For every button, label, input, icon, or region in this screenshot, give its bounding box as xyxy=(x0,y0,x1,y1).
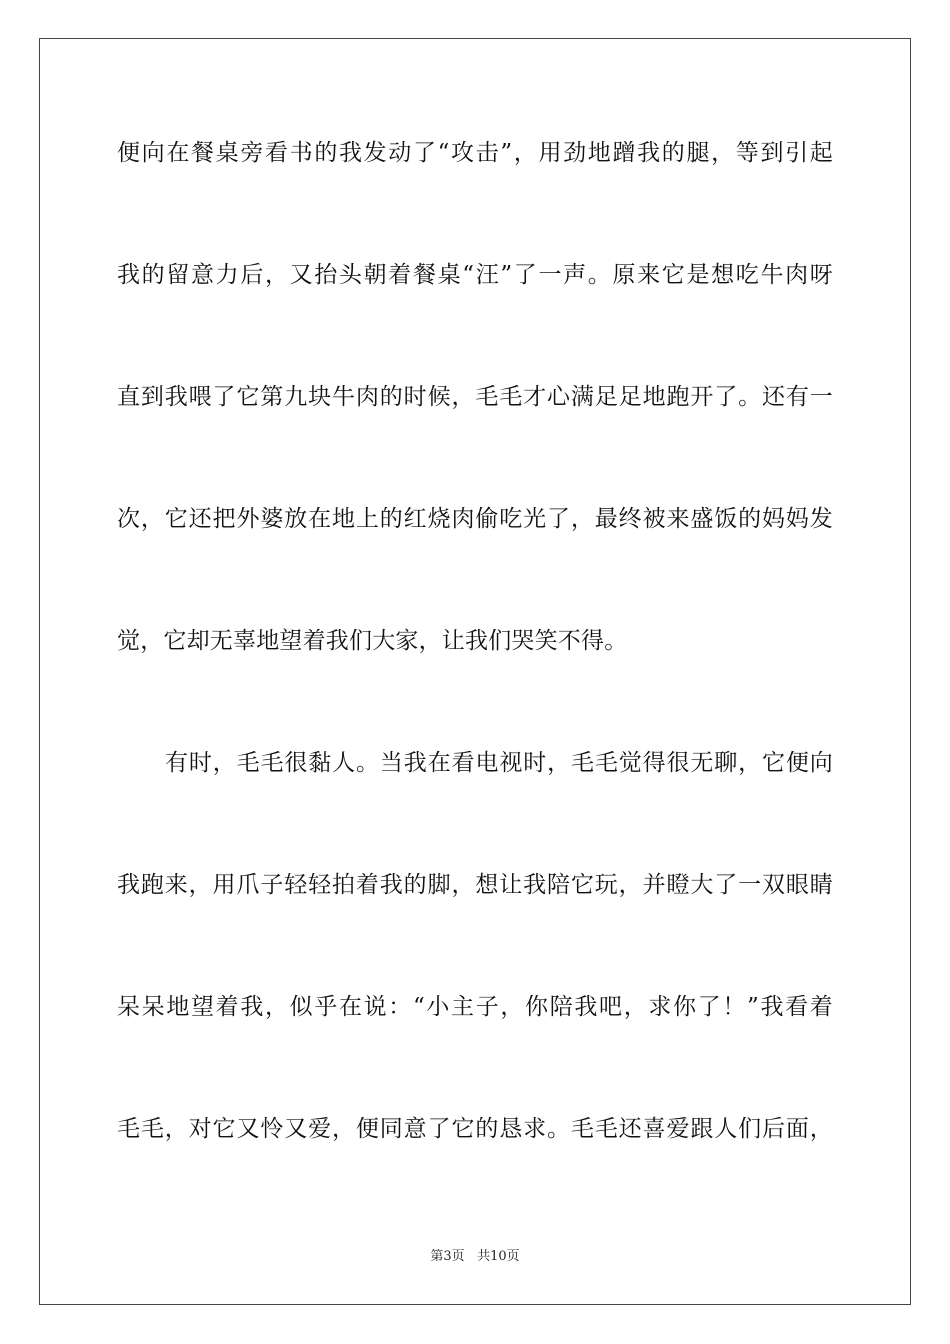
text-line-2: 我的留意力后，又抬头朝着餐桌“汪”了一声。原来它是想吃牛肉呀 xyxy=(117,262,833,288)
page-footer xyxy=(0,1248,950,1266)
page-total: 共10页 xyxy=(477,1249,520,1264)
text-line-4: 次，它还把外婆放在地上的红烧肉偷吃光了，最终被来盛饭的妈妈发 xyxy=(117,506,833,532)
text-line-7: 我跑来，用爪子轻轻拍着我的脚，想让我陪它玩，并瞪大了一双眼睛 xyxy=(117,872,833,898)
page-number: 第3页 xyxy=(430,1249,465,1264)
text-line-9: 毛毛，对它又怜又爱，便同意了它的恳求。毛毛还喜爱跟人们后面， xyxy=(117,1116,833,1142)
text-line-6: 有时，毛毛很黏人。当我在看电视时，毛毛觉得很无聊，它便向 xyxy=(165,750,833,776)
text-line-5: 觉，它却无辜地望着我们大家，让我们哭笑不得。 xyxy=(117,628,628,654)
text-line-1: 便向在餐桌旁看书的我发动了“攻击”，用劲地蹭我的腿，等到引起 xyxy=(117,140,833,166)
text-line-3: 直到我喂了它第九块牛肉的时候，毛毛才心满足足地跑开了。还有一 xyxy=(117,384,833,410)
text-line-8: 呆呆地望着我，似乎在说：“小主子，你陪我吧，求你了！”我看着 xyxy=(117,994,833,1020)
